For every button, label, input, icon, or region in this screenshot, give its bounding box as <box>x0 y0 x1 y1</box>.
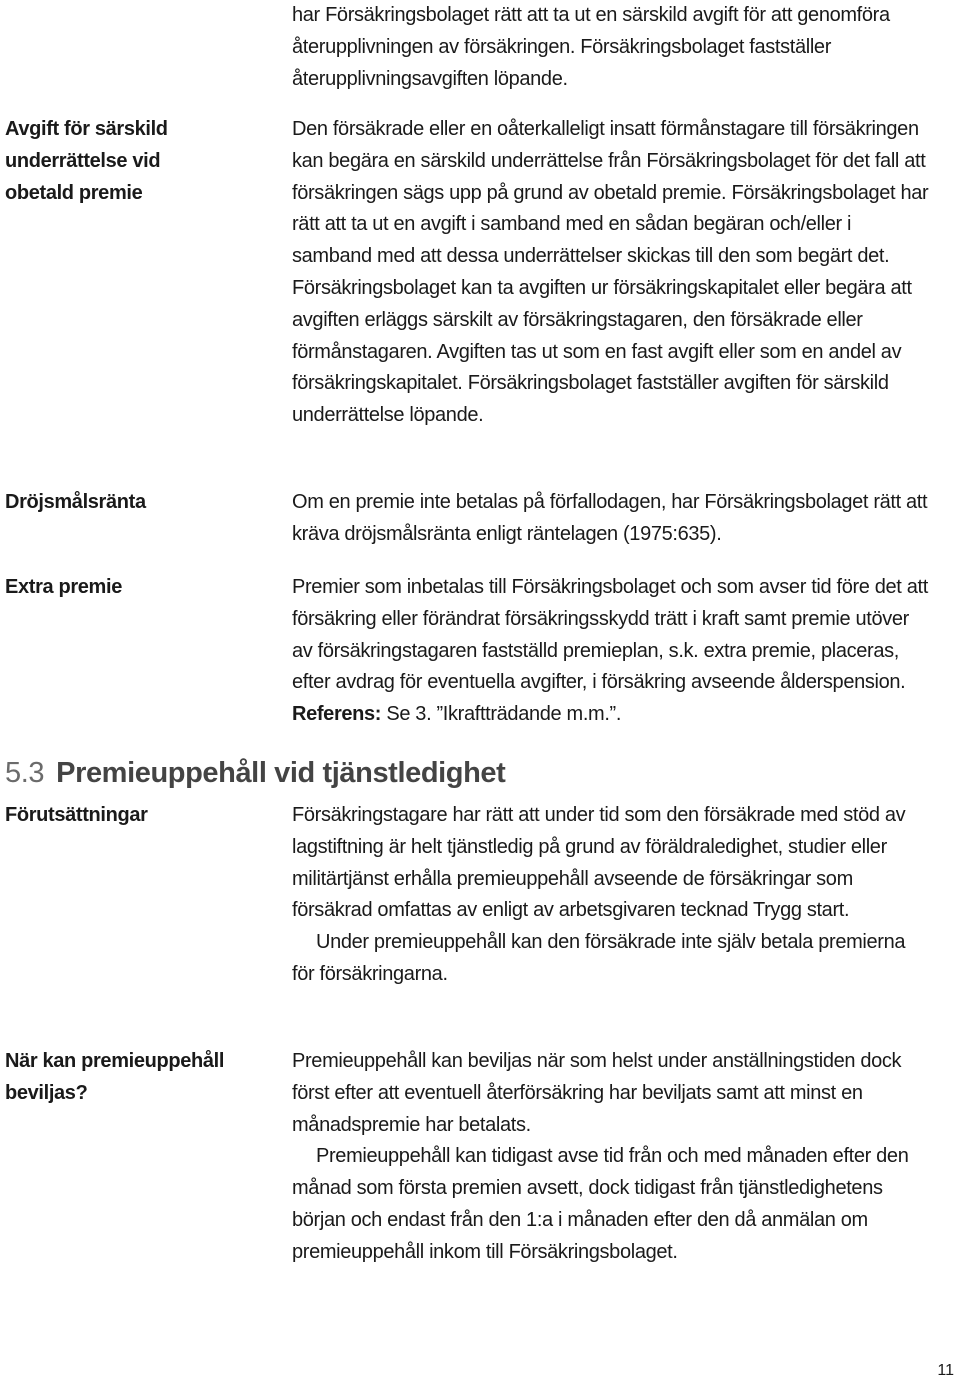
section-number: 5.3 <box>5 757 45 789</box>
when-granted-paragraph-2: Premieuppehåll kan tidigast avse tid från och med månaden efter den månad som första premien avsett, dock tidigast från tjänstledighetens början och endast från den 1:a i månaden efter den då anmälan om premieuppehåll inkom till Försäkringsbolaget. <box>292 1145 909 1263</box>
when-granted-body <box>292 1046 932 1269</box>
conditions-body <box>292 800 932 991</box>
reference-link: Se 3. ”Ikraftträdande m.m.”. <box>386 703 622 726</box>
extra-premium-body <box>292 572 932 731</box>
notice-fee-paragraph: Den försäkrade eller en oåterkalleligt insatt förmånstagare till försäkringen kan begära en särskild underrättelse från Försäkringsbolaget för det fall att försäkringen sägs upp på grund av obetald premie. Försäkringsbolaget har rätt att ta ut en avgift i samband med en sådan begäran och/eller i samband med att dessa underrättelser skickas till den som begärt det. Försäkringsbolaget kan ta avgiften ur försäkringskapitalet eller begära att avgiften erläggs särskilt av försäkringstagaren, den försäkrade eller förmånstagaren. Avgiften tas ut som en fast avgift eller som en andel av försäkringskapitalet. Försäkringsbolaget fastställer avgiften för särskild underrättelse löpande. <box>292 118 929 427</box>
extra-premium-text: Premier som inbetalas till Försäkringsbolaget och som avser tid före det att försäkring eller förändrat försäkringsskydd trätt i kraft samt premie utöver av försäkringstagaren fastställd premieplan, s.k. extra premie, placeras, efter avdrag för eventuella avgifter, i försäkring avseende ålderspension. <box>292 576 928 694</box>
notice-fee-body <box>292 114 932 432</box>
when-granted-paragraph-1: Premieuppehåll kan beviljas när som helst under anställningstiden dock först efter att eventuell återförsäkring har beviljats samt att minst en månadspremie har betalats. <box>292 1050 902 1136</box>
side-label-conditions: Förutsättningar <box>5 804 148 826</box>
side-label-when-granted: När kan premieuppehåll beviljas? <box>5 1050 225 1104</box>
intro-paragraph <box>292 0 932 95</box>
conditions-paragraph-2: Under premieuppehåll kan den försäkrade inte själv betala premierna för försäkringarna. <box>292 931 906 985</box>
extra-premium-paragraph <box>292 572 932 731</box>
section-title: Premieuppehåll vid tjänstledighet <box>56 757 506 789</box>
section-heading <box>5 755 505 791</box>
side-label-extra-premium: Extra premie <box>5 576 122 598</box>
conditions-paragraph-1: Försäkringstagare har rätt att under tid som den försäkrade med stöd av lagstiftning är helt tjänstledig på grund av föräldraledighet, studier eller militärtjänst erhålla premieuppehåll avseende de försäkringar som försäkrad omfattas av enligt av arbetsgivaren tecknad Trygg start. <box>292 804 906 922</box>
intro-text: har Försäkringsbolaget rätt att ta ut en särskild avgift för att genomföra återupplivningen av försäkringen. Försäkringsbolaget fastställer återupplivningsavgiften löpande. <box>292 4 890 90</box>
side-label-notice-fee: Avgift för särskild underrättelse vid obetald premie <box>5 118 168 204</box>
late-interest-paragraph: Om en premie inte betalas på förfallodagen, har Försäkringsbolaget rätt att kräva dröjsmålsränta enligt räntelagen (1975:635). <box>292 491 928 545</box>
page-number: 11 <box>937 1362 954 1379</box>
side-label-late-interest: Dröjsmålsränta <box>5 491 146 513</box>
late-interest-body <box>292 487 932 551</box>
reference-label: Referens: <box>292 703 382 726</box>
